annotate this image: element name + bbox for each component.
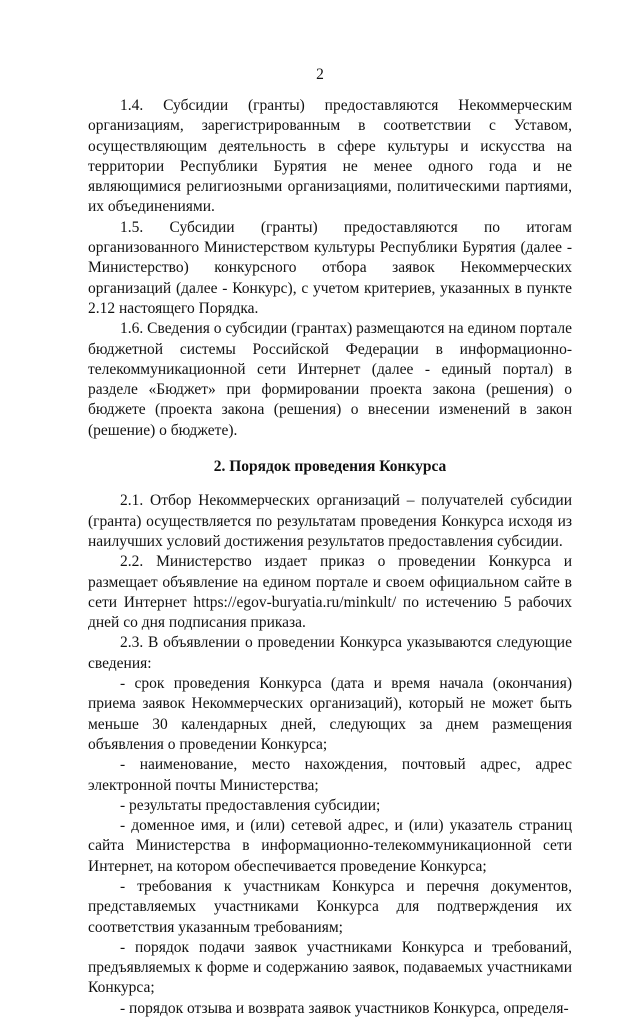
list-item-domain: - доменное имя, и (или) сетевой адрес, и (или) указатель страниц сайта Министерства в информационно-телекоммуникационной сети Интернет, на котором обеспечивается проведение Конкурса; (88, 817, 572, 875)
paragraph-2-2: 2.2. Министерство издает приказ о проведении Конкурса и размещает объявление на едином портале и своем официальном сайте в сети Интернет https://egov-buryatia.ru/minkult/ по истечению 5 рабочих дней со дня подписания приказа. (88, 553, 572, 632)
paragraph-1-6: 1.6. Сведения о субсидии (грантах) размещаются на едином портале бюджетной системы Российской Федерации в информационно-телекоммуникационной сети Интернет (далее - единый портал) в разделе «Бюджет» при формировании проекта закона (решения) о бюджете (проекта закона (решения) о внесении изменений в закон (решение) о бюджете). (88, 320, 572, 439)
paragraph-2-1: 2.1. Отбор Некоммерческих организаций – получателей субсидии (гранта) осуществляется по результатам проведения Конкурса исходя из наилучших условий достижения результатов предоставления субсидии. (88, 492, 572, 550)
document-body (88, 96, 572, 1019)
list-item-deadline: - срок проведения Конкурса (дата и время начала (окончания) приема заявок Некоммерческих организаций), который не может быть меньше 30 календарных дней, следующих за днем размещения объявления о проведении Конкурса; (88, 675, 572, 753)
list-item-requirements: - требования к участникам Конкурса и перечня документов, представляемых участниками Конкурса для подтверждения их соответствия указанным требованиям; (88, 877, 572, 936)
paragraph-2-3: 2.3. В объявлении о проведении Конкурса указываются следующие сведения: (88, 634, 572, 672)
list-item-ministry-address: - наименование, место нахождения, почтовый адрес, адрес электронной почты Министерства; (88, 756, 572, 794)
page-number: 2 (316, 66, 324, 83)
list-item-withdrawal: - порядок отзыва и возврата заявок участников Конкурса, определя- (120, 999, 569, 1017)
paragraph-1-4: 1.4. Субсидии (гранты) предоставляются Некоммерческим организациям, зарегистрированным в соответствии с Уставом, осуществляющим деятельность в сфере культуры и искусства на территории Республики Бурятия не менее одного года и не являющимися религиозными организациями, политическими партиями, их объединениями. (88, 97, 572, 216)
list-item-submission: - порядок подачи заявок участниками Конкурса и требований, предъявляемых к форме и содержанию заявок, подаваемых участниками Конкурса; (88, 938, 572, 997)
list-item-results: - результаты предоставления субсидии; (120, 796, 381, 814)
section-title: 2. Порядок проведения Конкурса (213, 458, 447, 476)
paragraph-1-5: 1.5. Субсидии (гранты) предоставляются по итогам организованного Министерством культуры Республики Бурятия (далее - Министерство) конкурсного отбора заявок Некоммерческих организаций (далее - Конкурс), с учетом критериев, указанных в пункте 2.12 настоящего Порядка. (88, 218, 572, 317)
